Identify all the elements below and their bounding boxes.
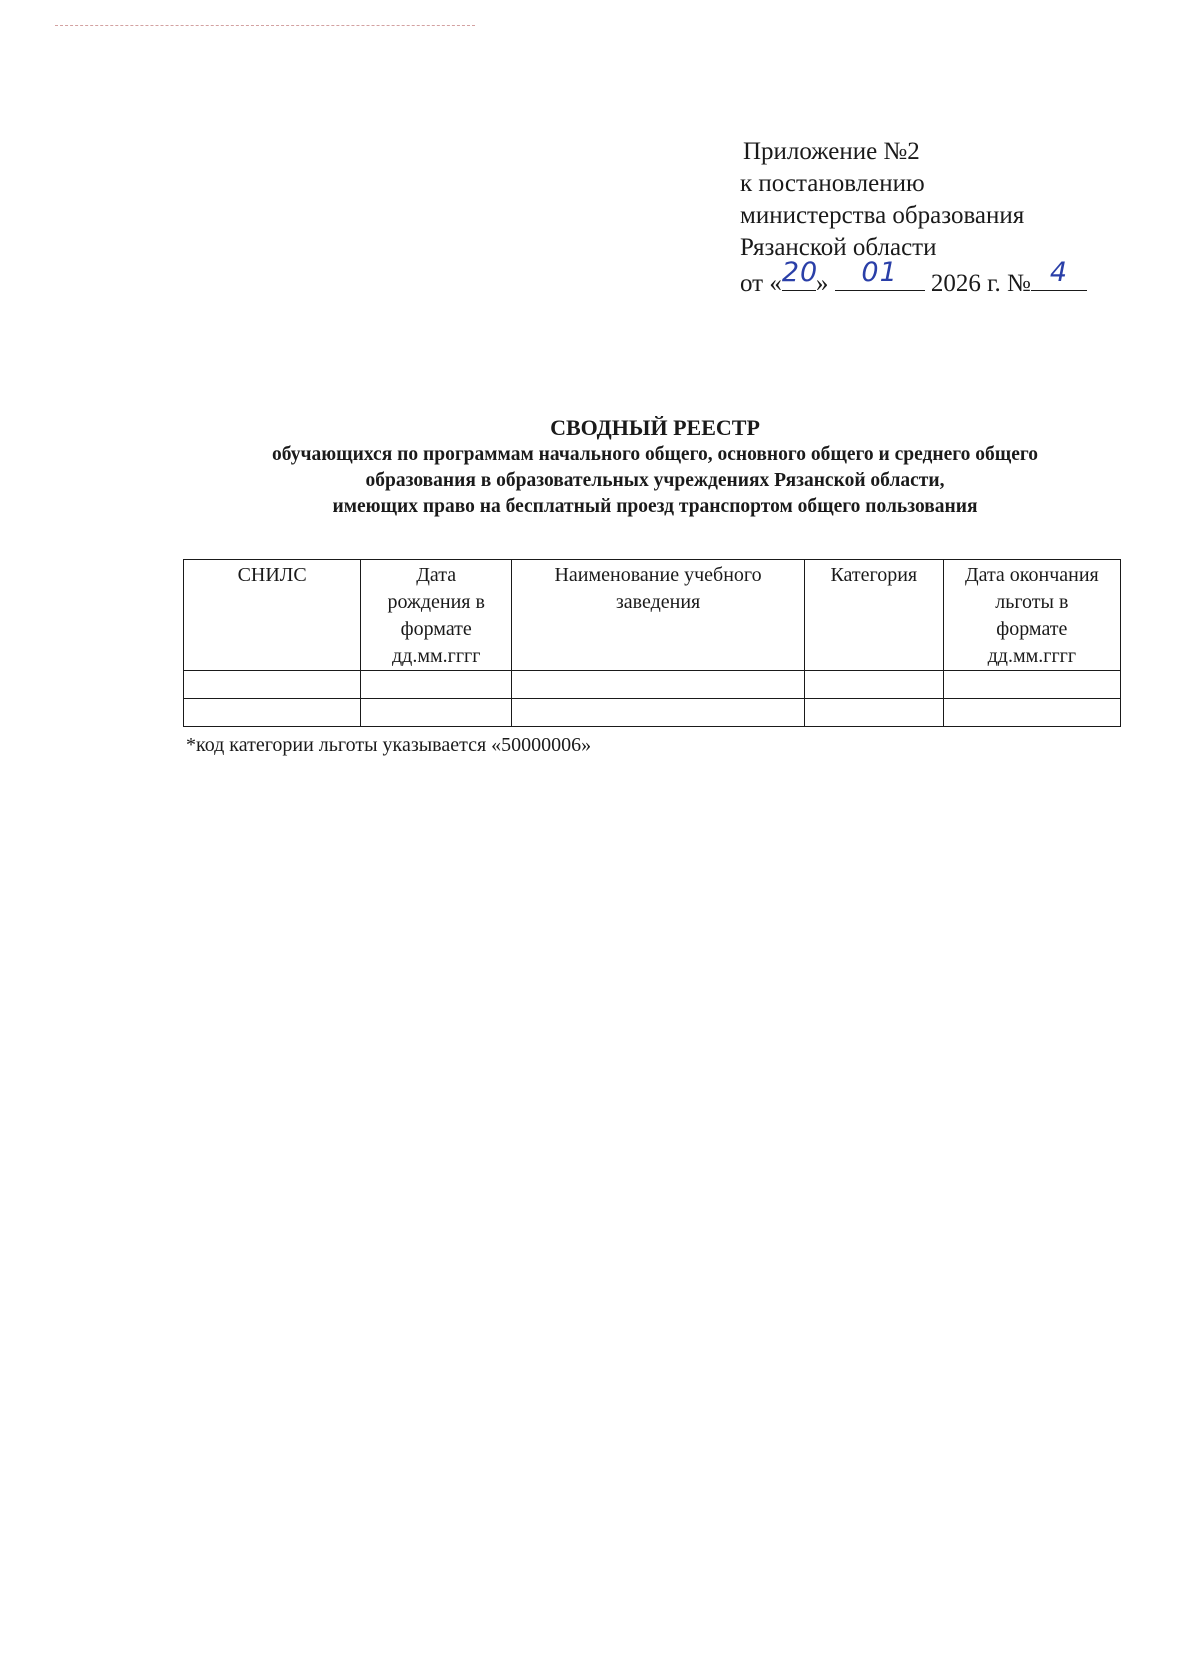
table-cell xyxy=(361,699,512,727)
header-birth-date: Дата рождения в формате дд.мм.гггг xyxy=(361,560,512,671)
quote-close: » xyxy=(815,270,829,297)
handwritten-day: 20 xyxy=(781,257,819,288)
footnote: *код категории льготы указывается «50000006» xyxy=(186,734,592,756)
table-cell xyxy=(804,671,943,699)
appendix-line-3: министерства образования xyxy=(740,202,1025,229)
day-blank xyxy=(781,257,819,291)
document-title: СВОДНЫЙ РЕЕСТР xyxy=(550,415,760,440)
table-cell xyxy=(512,671,805,699)
subtitle-line-2: образования в образовательных учреждениях Рязанской области, xyxy=(365,470,945,491)
header-snils: СНИЛС xyxy=(184,560,361,671)
number-blank xyxy=(1031,257,1087,291)
table-cell xyxy=(184,671,361,699)
year-text: 2026 г. № xyxy=(930,270,1031,297)
table-row xyxy=(184,671,1121,699)
document-title-block xyxy=(170,414,1140,520)
handwritten-month: 01 xyxy=(861,257,898,288)
appendix-date-line xyxy=(740,257,1160,300)
header-benefit-end-date: Дата окончания льготы в формате дд.мм.гггг xyxy=(943,560,1120,671)
date-prefix: от « xyxy=(740,270,782,297)
subtitle-line-1: обучающихся по программам начального общего, основного общего и среднего общего xyxy=(272,444,1038,465)
scan-artifact-line xyxy=(55,25,475,26)
month-blank xyxy=(835,257,925,291)
header-institution: Наименование учебного заведения xyxy=(512,560,805,671)
table-row xyxy=(184,699,1121,727)
header-row xyxy=(184,560,1121,671)
table-cell xyxy=(943,699,1120,727)
handwritten-number: 4 xyxy=(1049,257,1068,288)
table-cell xyxy=(184,699,361,727)
appendix-line-2: к постановлению xyxy=(740,170,925,197)
table-cell xyxy=(361,671,512,699)
registry-table xyxy=(183,559,1121,727)
appendix-block xyxy=(740,136,1160,300)
table-cell xyxy=(512,699,805,727)
appendix-title: Приложение №2 xyxy=(743,138,920,165)
appendix-line-4: Рязанской области xyxy=(740,234,937,261)
subtitle-line-3: имеющих право на бесплатный проезд транспортом общего пользования xyxy=(332,496,978,517)
table-cell xyxy=(804,699,943,727)
table-cell xyxy=(943,671,1120,699)
header-category: Категория xyxy=(804,560,943,671)
